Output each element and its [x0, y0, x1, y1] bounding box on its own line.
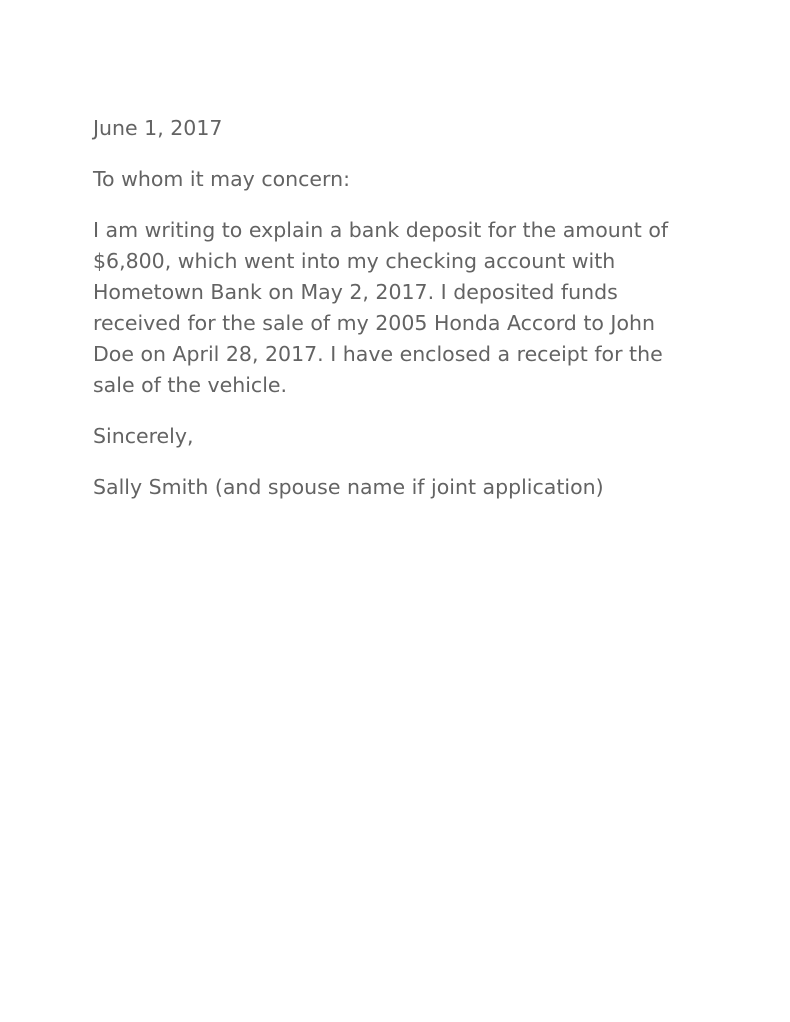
body-line: sale of the vehicle.	[93, 373, 288, 397]
body-line: Doe on April 28, 2017. I have enclosed a receipt for the	[93, 342, 663, 366]
body-line: $6,800, which went into my checking account with	[93, 249, 616, 273]
letter-signature: Sally Smith (and spouse name if joint application)	[93, 475, 604, 499]
body-line: I am writing to explain a bank deposit for the amount of	[93, 218, 669, 242]
letter-date: June 1, 2017	[93, 116, 223, 140]
body-line: received for the sale of my 2005 Honda Accord to John	[93, 311, 656, 335]
letter-closing: Sincerely,	[93, 424, 194, 448]
letter-body	[93, 215, 703, 401]
letter	[93, 113, 703, 503]
body-line: Hometown Bank on May 2, 2017. I deposited funds	[93, 280, 618, 304]
letter-salutation: To whom it may concern:	[93, 167, 350, 191]
